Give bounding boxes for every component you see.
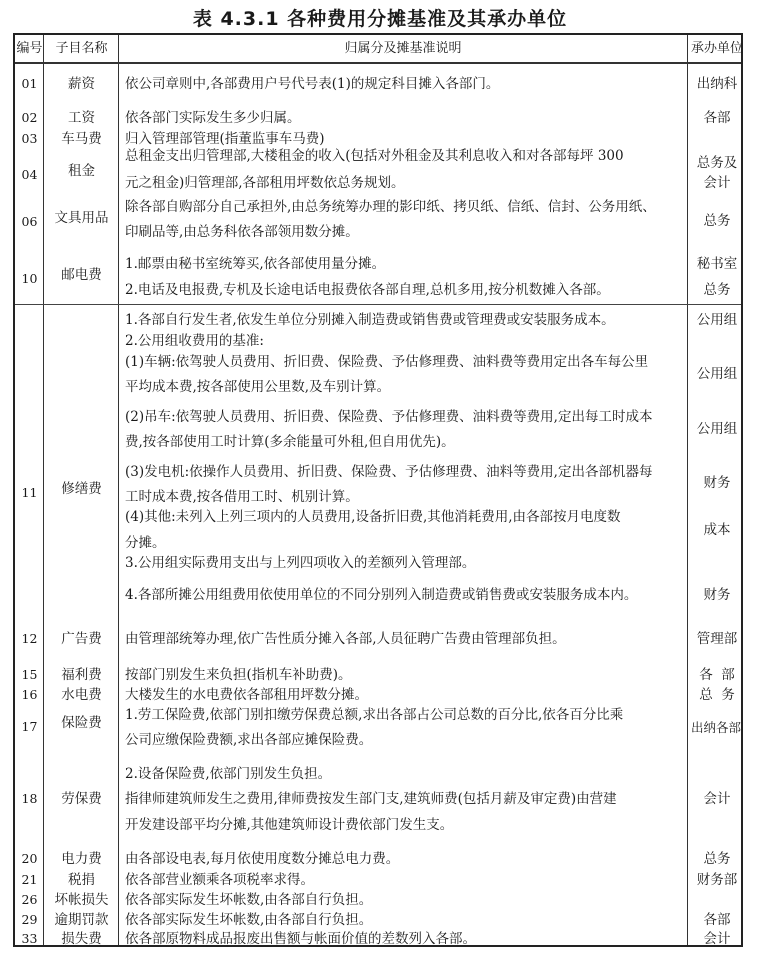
row-unit: 总务 [703,213,731,229]
row-desc: 除各部自购部分自己承担外,由总务统筹办理的影印纸、拷贝纸、信纸、信封、公务用纸、 [125,199,656,215]
row-name: 保险费 [61,715,102,731]
row-desc: (2)吊车:依驾驶人员费用、折旧费、保险费、予估修理费、油料费等费用,定出每工时成本 [125,409,653,425]
row-desc: (4)其他:未列入上列三项内的人员费用,设备折旧费,其他消耗费用,由各部按月电度数 [125,509,621,525]
row-desc: 由管理部统筹办理,依广告性质分摊入各部,人员征聘广告费由管理部负担。 [125,631,566,647]
row-no: 10 [21,271,38,286]
row-unit: 公用组 [696,312,738,328]
row-desc: 大楼发生的水电费依各部租用坪数分摊。 [125,687,368,703]
row-no: 12 [21,631,38,646]
header-divider [15,62,741,64]
row-name: 文具用品 [54,210,109,226]
header-unit: 承办单位 [690,41,743,56]
row-no: 18 [21,791,38,806]
row-no: 01 [21,76,38,91]
row-desc: 按部门别发生来负担(指机车补助费)。 [125,667,352,683]
row-desc: (1)车辆:依驾驶人员费用、折旧费、保险费、予估修理费、油料费等费用定出各车每公里 [125,354,649,370]
row-name: 电力费 [61,851,102,867]
row-no: 20 [21,851,38,866]
row-name: 邮电费 [61,267,102,283]
row-divider [15,304,741,305]
row-name: 逾期罚款 [54,912,109,928]
row-desc: 4.各部所摊公用组费用依使用单位的不同分别列入制造费或销售费或安装服务成本内。 [125,587,638,603]
row-desc: 分摊。 [125,535,166,551]
row-unit: 各部 [703,912,731,928]
row-no: 16 [21,687,38,702]
row-name: 税捐 [68,872,95,888]
row-unit: 各 部 [699,667,735,683]
row-desc: 2.公用组收费用的基准: [125,333,264,349]
row-desc: 2.设备保险费,依部门别发生负担。 [125,766,332,782]
row-desc: 总租金支出归管理部,大楼租金的收入(包括对外租金及其利息收入和对各部每坪 300 [125,148,624,164]
row-unit: 成本 [703,522,731,538]
row-no: 26 [21,892,38,907]
row-no: 15 [21,667,38,682]
row-no: 02 [21,110,38,125]
header-desc: 归属分及摊基准说明 [344,41,462,56]
row-name: 工资 [68,110,95,126]
row-name: 水电费 [61,687,102,703]
row-unit: 公用组 [696,366,738,382]
row-unit: 会计 [703,175,731,191]
row-no: 03 [21,131,38,146]
row-no: 29 [21,912,38,927]
row-unit: 总 务 [699,687,735,703]
column-divider [687,35,688,945]
row-unit: 总务 [703,282,731,298]
row-unit: 公用组 [696,421,738,437]
row-desc: 平均成本费,按各部使用公里数,及车别计算。 [125,379,391,395]
row-name: 坏帐损失 [54,892,109,908]
row-unit: 秘书室 [696,256,738,272]
row-desc: 归入管理部管理(指董监事车马费) [125,131,325,147]
header-name: 子目名称 [55,41,108,56]
row-desc: 元之租金)归管理部,各部租用坪数依总务规划。 [125,175,405,191]
row-name: 劳保费 [61,791,102,807]
row-desc: 1.邮票由秘书室统筹买,依各部使用量分摊。 [125,256,386,272]
row-desc: 由各部设电表,每月依使用度数分摊总电力费。 [125,851,400,867]
row-desc: 开发建设部平均分摊,其他建筑师设计费依部门发生支。 [125,817,454,833]
row-no: 04 [21,167,38,182]
row-unit: 总务 [703,851,731,867]
row-unit: 出纳科 [696,76,738,92]
row-desc: 依各部实际发生坏帐数,由各部自行负担。 [125,912,373,928]
row-desc: 依各部实际发生坏帐数,由各部自行负担。 [125,892,373,908]
row-no: 33 [21,931,38,946]
row-name: 修缮费 [61,481,102,497]
row-desc: 1.劳工保险费,依部门别扣缴劳保费总额,求出各部占公司总数的百分比,依各百分比乘 [125,707,624,723]
row-desc: 依公司章则中,各部费用户号代号表(1)的规定科目摊入各部门。 [125,76,500,92]
row-unit: 财务 [703,587,731,603]
row-name: 租金 [68,163,95,179]
row-unit: 会计 [703,791,731,807]
row-no: 17 [21,719,38,734]
row-name: 福利费 [61,667,102,683]
row-name: 薪资 [68,76,95,92]
row-desc: (3)发电机:依操作人员费用、折旧费、保险费、予估修理费、油料等费用,定出各部机器每 [125,464,653,480]
row-name: 车马费 [61,131,102,147]
row-no: 06 [21,214,38,229]
header-no: 编号 [16,41,43,56]
table-title: 表 4.3.1 各种费用分摊基准及其承办单位 [192,8,568,30]
expense-allocation-table [13,33,743,947]
row-no: 11 [21,485,38,500]
row-no: 21 [21,872,38,887]
row-unit: 各部 [703,110,731,126]
row-desc: 印刷品等,由总务科依各部领用数分摊。 [125,224,359,240]
row-desc: 依各部原物料成品报废出售额与帐面价值的差数列入各部。 [125,931,476,947]
row-name: 广告费 [61,631,102,647]
row-desc: 依各部营业额乘各项税率求得。 [125,872,314,888]
row-desc: 3.公用组实际费用支出与上列四项收入的差额列入管理部。 [125,555,476,571]
row-desc: 指律师建筑师发生之费用,律师费按发生部门支,建筑师费(包括月薪及审定费)由营建 [125,791,617,807]
row-unit: 财务部 [696,872,738,888]
row-desc: 2.电话及电报费,专机及长途电话电报费依各部自理,总机多用,按分机数摊入各部。 [125,282,610,298]
row-unit: 管理部 [696,631,738,647]
row-name: 损失费 [61,931,102,947]
row-desc: 公司应缴保险费额,求出各部应摊保险费。 [125,732,373,748]
row-desc: 工时成本费,按各借用工时、机别计算。 [125,489,359,505]
row-unit: 会计 [703,931,731,947]
row-desc: 1.各部自行发生者,依发生单位分别摊入制造费或销售费或管理费或安装服务成本。 [125,312,615,328]
row-unit: 出纳各部 [690,720,741,735]
row-desc: 费,按各部使用工时计算(多余能量可外租,但自用优先)。 [125,434,455,450]
row-unit: 财务 [703,475,731,491]
row-unit: 总务及 [696,155,738,171]
row-desc: 依各部门实际发生多少归属。 [125,110,301,126]
